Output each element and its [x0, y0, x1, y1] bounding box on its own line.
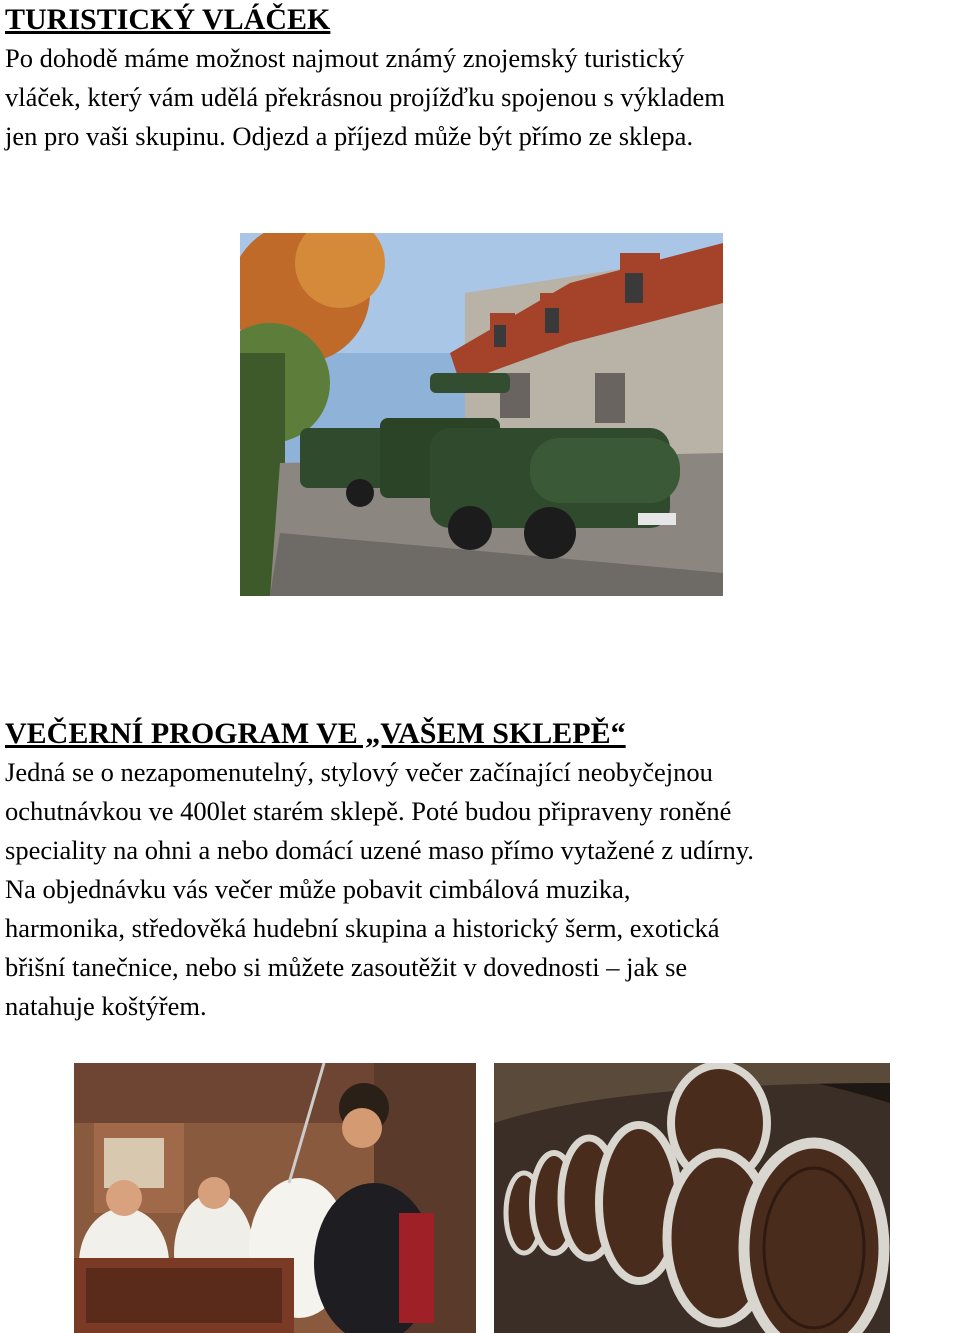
wine-barrels-photo — [494, 1063, 890, 1333]
text-line: speciality na ohni a nebo domácí uzené maso přímo vytažené z udírny. — [5, 835, 754, 865]
tourist-train-photo — [240, 233, 723, 596]
folk-musicians-photo — [74, 1063, 476, 1333]
evening-description — [5, 753, 754, 1026]
text-line: Na objednávku vás večer může pobavit cimbálová muzika, — [5, 874, 631, 904]
text-line: jen pro vaši skupinu. Odjezd a příjezd může být přímo ze sklepa. — [5, 121, 694, 151]
text-line: Po dohodě máme možnost najmout známý znojemský turistický — [5, 43, 685, 73]
text-line: harmonika, středověká hudební skupina a historický šerm, exotická — [5, 913, 720, 943]
text-line: Jedná se o nezapomenutelný, stylový večer začínající neobyčejnou — [5, 757, 713, 787]
text-line: ochutnávkou ve 400let starém sklepě. Poté budou připraveny roněné — [5, 796, 732, 826]
text-line: břišní tanečnice, nebo si můžete zasoutěžit v dovednosti – jak se — [5, 952, 688, 982]
section-heading-train: TURISTICKÝ VLÁČEK — [5, 3, 331, 36]
train-description — [5, 39, 725, 156]
text-line: vláček, který vám udělá překrásnou projížďku spojenou s výkladem — [5, 82, 725, 112]
section-heading-evening: VEČERNÍ PROGRAM VE „VAŠEM SKLEPĚ“ — [5, 717, 626, 750]
text-line: natahuje koštýřem. — [5, 991, 207, 1021]
